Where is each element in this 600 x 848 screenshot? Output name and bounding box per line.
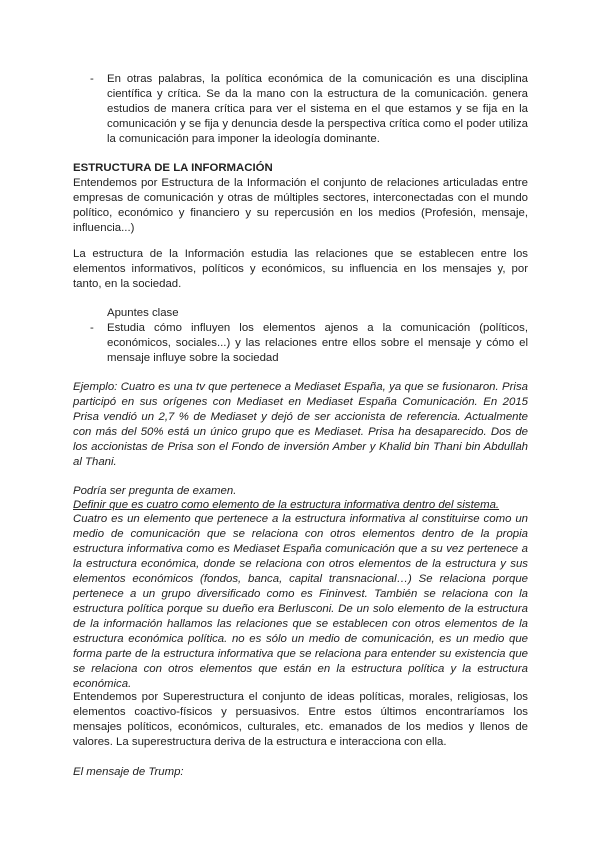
paragraph-structure: La estructura de la Información estudia las relaciones que se establecen entre los elementos informativos, políticos y económicos, su influencia en los mensajes y, por tanto, en la sociedad. xyxy=(73,248,528,290)
bullet-dash: - xyxy=(90,322,94,334)
paragraph-definition: Entendemos por Estructura de la Información el conjunto de relaciones articuladas entre empresas de comunicación y otras de múltiples sectores, interconectadas con el mundo político, económico y financiero y su repercusión en los medios (Profesión, mensaje, influencia...) xyxy=(73,177,528,234)
apuntes-label: Apuntes clase xyxy=(107,307,179,319)
bullet-paragraph-2: Estudia cómo influyen los elementos ajenos a la comunicación (políticos, económicos, sociales...) y las relaciones entre ellos sobre el mensaje y cómo el mensaje influye sobre la sociedad xyxy=(107,322,528,364)
exam-question: Definir que es cuatro como elemento de la estructura informativa dentro del sistema. xyxy=(73,499,500,511)
section-heading: ESTRUCTURA DE LA INFORMACIÓN xyxy=(73,162,273,174)
bullet-dash: - xyxy=(90,73,94,85)
exam-answer: Cuatro es un elemento que pertenece a la estructura informativa al constituirse como un medio de comunicación que se relaciona con otros elementos dentro de la propia estructura informativa como es Mediaset España comunicación que a su vez pertenece a la estructura económica, donde se relaciona con otros elementos de la estructura y sus elementos económicos (fondos, banca, capital transnacional…) Se relaciona porque pertenece a un grupo diversificado como es Fininvest. También se relaciona con la estructura política porque su dueño era Berlusconi. De un solo elemento de la estructura de la información hallamos las relaciones que se establecen con otros elementos de la estructura económica política. no es sólo un medio de comunicación, es un medio que forma parte de la estructura informativa que se relaciona para entender su existencia que se relaciona con otros elementos que están en la estructura política y la estructura económica. xyxy=(73,513,528,690)
paragraph-superstructure: Entendemos por Superestructura el conjunto de ideas políticas, morales, religiosas, los elementos coactivo-físicos y persuasivos. Entre estos últimos encontraríamos los mensajes políticos, económicos, culturales, etc. emanados de los medios y llenos de valores. La superestructura deriva de la estructura e interacciona con ella. xyxy=(73,691,528,748)
example-paragraph: Ejemplo: Cuatro es una tv que pertenece a Mediaset España, ya que se fusionaron. Prisa participó en sus orígenes con Mediaset en Mediaset España Comunicación. En 2015 Prisa vendió un 2,7 % de Mediaset y dejó de ser accionista de referencia. Actualmente con más del 50% está un único grupo que es Mediaset. Prisa ha desaparecido. Dos de los accionistas de Prisa son el Fondo de inversión Amber y Khalid bin Thani bin Abdullah al Thani. xyxy=(73,381,528,468)
trump-heading: El mensaje de Trump: xyxy=(73,766,184,778)
exam-note: Podría ser pregunta de examen. xyxy=(73,485,237,497)
bullet-paragraph-1: En otras palabras, la política económica de la comunicación es una disciplina científica y crítica. Se da la mano con la estructura de la comunicación. genera estudios de manera crítica para ver el sistema en el que estamos y se fija en la comunicación y se fija y denuncia desde la perspectiva crítica como el poder utiliza la comunicación para imponer la ideología dominante. xyxy=(107,73,528,145)
